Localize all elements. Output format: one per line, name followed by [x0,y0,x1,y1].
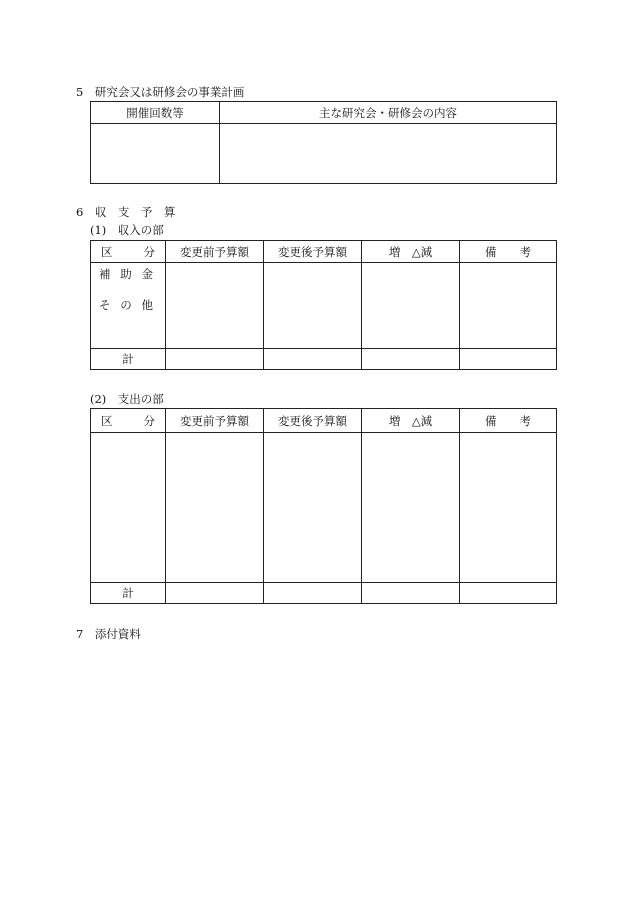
expense-after-cell[interactable] [264,433,362,583]
expense-header-remarks: 備 考 [460,409,557,433]
income-items-cell [91,263,166,349]
expense-change-cell[interactable] [362,433,460,583]
expense-before-cell[interactable] [166,433,264,583]
section-5-title: 5 研究会又は研修会の事業計画 [76,85,245,99]
income-header-after: 変更後予算額 [264,241,362,263]
expense-header-change: 増 △減 [362,409,460,433]
cell-main-content[interactable] [220,124,557,184]
income-total-before[interactable] [166,349,264,370]
income-item-subsidy: 補 助 金 [99,267,153,281]
income-header-change: 増 △減 [362,241,460,263]
income-subtitle: (1) 収入の部 [90,223,164,237]
expense-total-remarks[interactable] [460,583,557,604]
expense-total-label: 計 [91,583,166,604]
expense-header-before: 変更前予算額 [166,409,264,433]
income-after-cell[interactable] [264,263,362,349]
income-before-cell[interactable] [166,263,264,349]
expense-table [90,408,557,604]
income-table [90,240,557,370]
income-total-after[interactable] [264,349,362,370]
expense-subtitle: (2) 支出の部 [90,392,164,406]
expense-items-cell[interactable] [91,433,166,583]
income-item-other: そ の 他 [99,298,153,312]
expense-total-before[interactable] [166,583,264,604]
event-plan-table [90,101,557,184]
expense-header-after: 変更後予算額 [264,409,362,433]
expense-total-after[interactable] [264,583,362,604]
income-change-cell[interactable] [362,263,460,349]
income-header-category: 区 分 [91,241,166,263]
expense-header-category: 区 分 [91,409,166,433]
expense-total-change[interactable] [362,583,460,604]
section-6-title: 6 収 支 予 算 [76,205,176,219]
income-header-remarks: 備 考 [460,241,557,263]
section-7-title: 7 添付資料 [76,627,141,641]
header-main-content: 主な研究会・研修会の内容 [220,102,557,124]
cell-session-count[interactable] [91,124,220,184]
income-remarks-cell[interactable] [460,263,557,349]
income-total-label: 計 [91,349,166,370]
header-session-count: 開催回数等 [91,102,220,124]
income-total-remarks[interactable] [460,349,557,370]
income-total-change[interactable] [362,349,460,370]
income-header-before: 変更前予算額 [166,241,264,263]
expense-remarks-cell[interactable] [460,433,557,583]
